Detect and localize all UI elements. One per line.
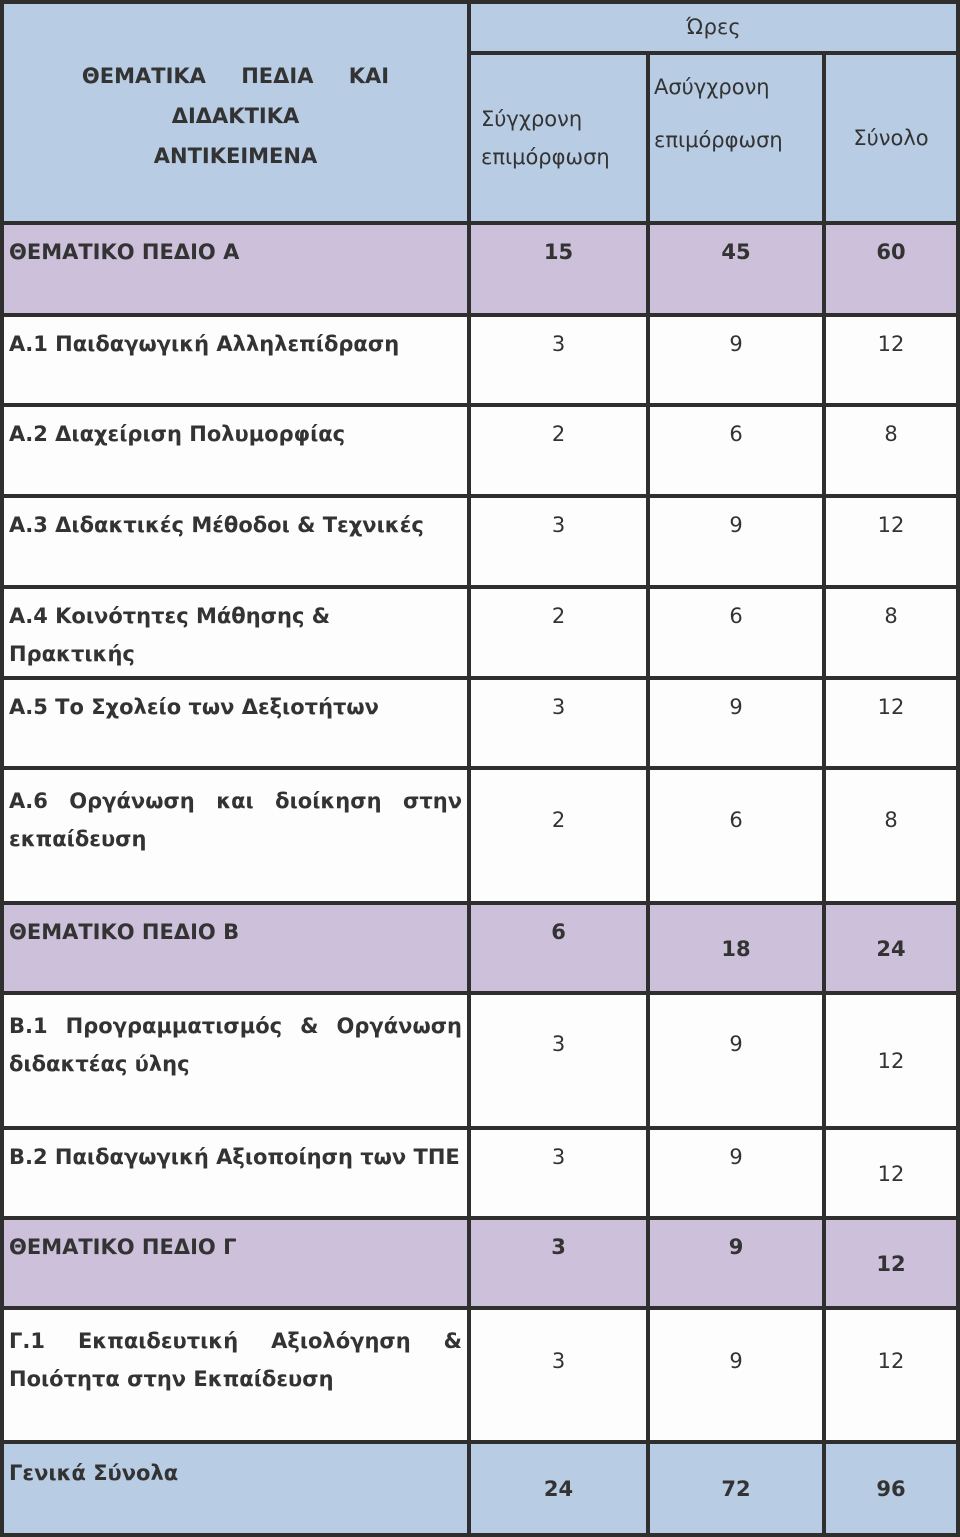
row-a6-sync: 2 xyxy=(471,770,646,901)
header-total-cell xyxy=(826,55,956,221)
section-c-sync: 3 xyxy=(471,1220,646,1306)
header-subject-line2: ΔΙΔΑΚΤΙΚΑ xyxy=(171,104,300,128)
row-a5-total: 12 xyxy=(826,680,956,766)
row-a1-async: 9 xyxy=(650,317,822,403)
grand-total-sync: 24 xyxy=(471,1444,646,1533)
row-a3-sync: 3 xyxy=(471,498,646,585)
header-subject-cell xyxy=(4,4,467,221)
section-a-label: ΘΕΜΑΤΙΚΟ ΠΕΔΙΟ Α xyxy=(4,225,467,313)
section-c-total: 12 xyxy=(826,1220,956,1306)
row-a4-label: Α.4 Κοινότητες Μάθησης & Πρακτικής xyxy=(4,589,467,676)
row-a5-async: 9 xyxy=(650,680,822,766)
row-c1-async: 9 xyxy=(650,1310,822,1440)
row-b2-sync: 3 xyxy=(471,1130,646,1216)
row-b1-async: 9 xyxy=(650,995,822,1126)
row-a5-sync: 3 xyxy=(471,680,646,766)
row-a2-label: Α.2 Διαχείριση Πολυμορφίας xyxy=(4,407,467,494)
row-a6-label: Α.6 Οργάνωση και διοίκηση στην εκπαίδευση xyxy=(4,770,467,901)
section-b-label: ΘΕΜΑΤΙΚΟ ΠΕΔΙΟ Β xyxy=(4,905,467,991)
header-sync-line1: Σύγχρονη xyxy=(481,107,583,131)
row-c1-total: 12 xyxy=(826,1310,956,1440)
header-async-line2: επιμόρφωση xyxy=(654,128,783,152)
row-a3-total: 12 xyxy=(826,498,956,585)
section-c-label: ΘΕΜΑΤΙΚΟ ΠΕΔΙΟ Γ xyxy=(4,1220,467,1306)
row-a4-total: 8 xyxy=(826,589,956,676)
grand-total-total: 96 xyxy=(826,1444,956,1533)
section-b-total: 24 xyxy=(826,905,956,991)
grand-total-label: Γενικά Σύνολα xyxy=(4,1444,467,1533)
row-c1-label: Γ.1 Εκπαιδευτική Αξιολόγηση & Ποιότητα στην Εκπαίδευση xyxy=(4,1310,467,1440)
row-a1-sync: 3 xyxy=(471,317,646,403)
header-subject-line3: ΑΝΤΙΚΕΙΜΕΝΑ xyxy=(153,144,318,168)
row-a3-async: 9 xyxy=(650,498,822,585)
row-a1-total: 12 xyxy=(826,317,956,403)
row-a2-sync: 2 xyxy=(471,407,646,494)
row-b2-async: 9 xyxy=(650,1130,822,1216)
header-total-label: Σύνολο xyxy=(853,126,929,150)
row-b1-label: Β.1 Προγραμματισμός & Οργάνωση διδακτέας ύλης xyxy=(4,995,467,1126)
row-a4-sync: 2 xyxy=(471,589,646,676)
row-c1-sync: 3 xyxy=(471,1310,646,1440)
section-a-total: 60 xyxy=(826,225,956,313)
row-b2-total: 12 xyxy=(826,1130,956,1216)
row-a2-async: 6 xyxy=(650,407,822,494)
header-hours-label: Ώρες xyxy=(686,15,741,39)
section-a-async: 45 xyxy=(650,225,822,313)
section-c-async: 9 xyxy=(650,1220,822,1306)
grand-total-async: 72 xyxy=(650,1444,822,1533)
header-async-cell xyxy=(650,55,822,221)
row-a2-total: 8 xyxy=(826,407,956,494)
row-a5-label: Α.5 Το Σχολείο των Δεξιοτήτων xyxy=(4,680,467,766)
header-async-line1: Ασύγχρονη xyxy=(654,75,770,99)
header-sync-line2: επιμόρφωση xyxy=(481,145,610,169)
section-b-sync: 6 xyxy=(471,905,646,991)
row-b2-label: Β.2 Παιδαγωγική Αξιοποίηση των ΤΠΕ xyxy=(4,1130,467,1216)
row-a3-label: Α.3 Διδακτικές Μέθοδοι & Τεχνικές xyxy=(4,498,467,585)
row-a6-total: 8 xyxy=(826,770,956,901)
header-subject-line1: ΘΕΜΑΤΙΚΑ ΠΕΔΙΑ ΚΑΙ xyxy=(81,64,390,88)
row-b1-total: 12 xyxy=(826,995,956,1126)
row-a4-async: 6 xyxy=(650,589,822,676)
header-sync-cell xyxy=(471,55,646,221)
section-a-sync: 15 xyxy=(471,225,646,313)
section-b-async: 18 xyxy=(650,905,822,991)
header-hours-cell xyxy=(471,4,956,51)
row-b1-sync: 3 xyxy=(471,995,646,1126)
row-a1-label: Α.1 Παιδαγωγική Αλληλεπίδραση xyxy=(4,317,467,403)
row-a6-async: 6 xyxy=(650,770,822,901)
